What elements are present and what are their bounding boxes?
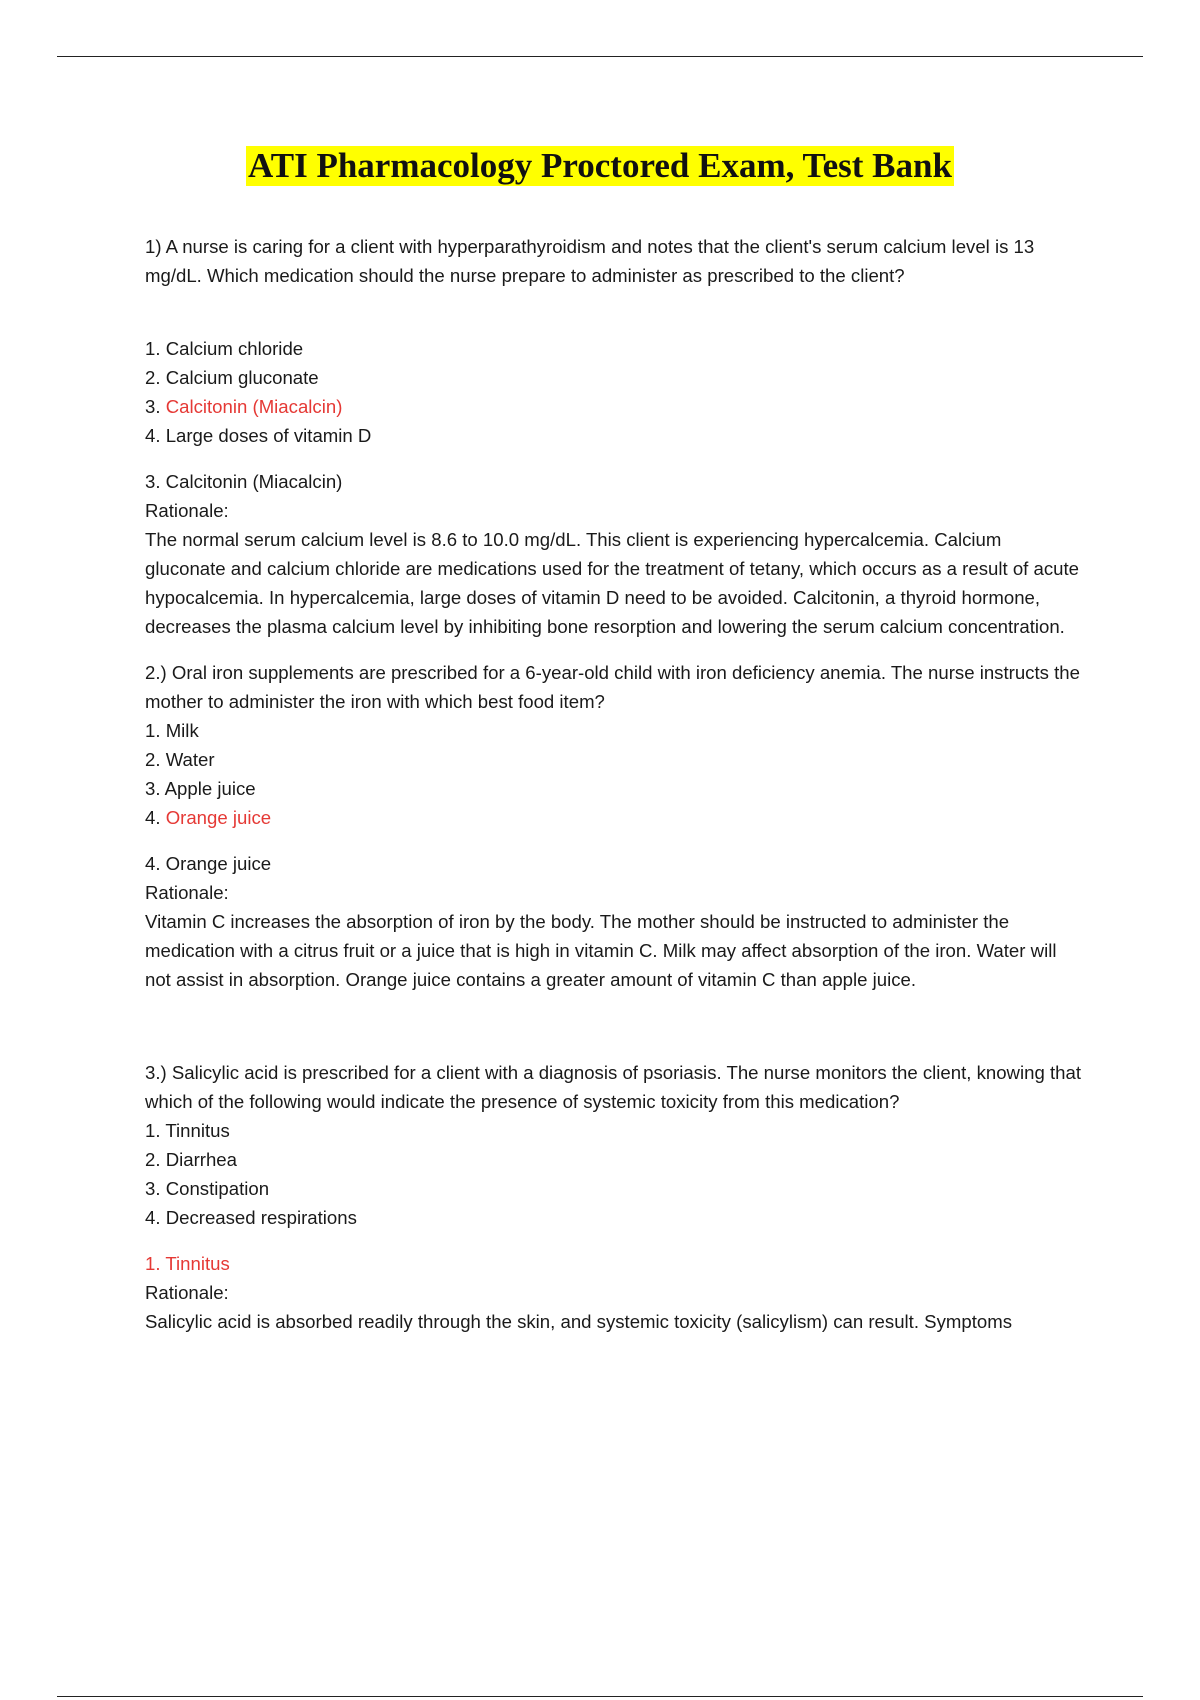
option: 1. Tinnitus — [145, 1120, 230, 1141]
question-stem: 3.) Salicylic acid is prescribed for a client with a diagnosis of psoriasis. The nurse monitors the client, knowing that which of the following would indicate the presence of systemic toxicity from this medication? — [145, 1062, 1081, 1112]
answer: 4. Orange juice — [145, 853, 272, 874]
option: 1. Calcium chloride — [145, 338, 304, 359]
question-2 — [145, 658, 1085, 994]
bottom-rule — [57, 1696, 1143, 1697]
title-block — [0, 146, 1200, 186]
option: 3. Apple juice — [145, 778, 256, 799]
option: 3. Constipation — [145, 1178, 270, 1199]
option: 1. Milk — [145, 720, 199, 741]
question-1 — [145, 232, 1085, 641]
option: 4. Large doses of vitamin D — [145, 425, 372, 446]
option-correct: 4. Orange juice — [145, 807, 272, 828]
rationale: Salicylic acid is absorbed readily through the skin, and systemic toxicity (salicylism) can result. Symptoms — [145, 1311, 1012, 1332]
rationale-label: Rationale: — [145, 882, 229, 903]
question-stem: 2.) Oral iron supplements are prescribed for a 6-year-old child with iron deficiency anemia. The nurse instructs the mother to administer the iron with which best food item? — [145, 662, 1080, 712]
option: 2. Diarrhea — [145, 1149, 237, 1170]
rationale-label: Rationale: — [145, 1282, 229, 1303]
option-correct: 3. Calcitonin (Miacalcin) — [145, 396, 343, 417]
question-3 — [145, 1058, 1085, 1336]
rationale: Vitamin C increases the absorption of iron by the body. The mother should be instructed to administer the medication with a citrus fruit or a juice that is high in vitamin C. Milk may affect absorption of the iron. Water will not assist in absorption. Orange juice contains a greater amount of vitamin C than apple juice. — [145, 911, 1057, 990]
top-rule — [57, 56, 1143, 57]
answer: 1. Tinnitus — [145, 1253, 230, 1274]
answer: 3. Calcitonin (Miacalcin) — [145, 471, 343, 492]
rationale-label: Rationale: — [145, 500, 229, 521]
option: 2. Calcium gluconate — [145, 367, 319, 388]
option: 4. Decreased respirations — [145, 1207, 357, 1228]
document-title: ATI Pharmacology Proctored Exam, Test Bank — [248, 146, 952, 185]
document-body — [145, 232, 1085, 1336]
question-stem: 1) A nurse is caring for a client with hyperparathyroidism and notes that the client's serum calcium level is 13 mg/dL. Which medication should the nurse prepare to administer as prescribed to the client? — [145, 236, 1035, 286]
rationale: The normal serum calcium level is 8.6 to 10.0 mg/dL. This client is experiencing hypercalcemia. Calcium gluconate and calcium chloride are medications used for the treatment of tetany, which occurs as a result of acute hypocalcemia. In hypercalcemia, large doses of vitamin D need to be avoided. Calcitonin, a thyroid hormone, decreases the plasma calcium level by inhibiting bone resorption and lowering the serum calcium concentration. — [145, 529, 1079, 637]
option: 2. Water — [145, 749, 215, 770]
